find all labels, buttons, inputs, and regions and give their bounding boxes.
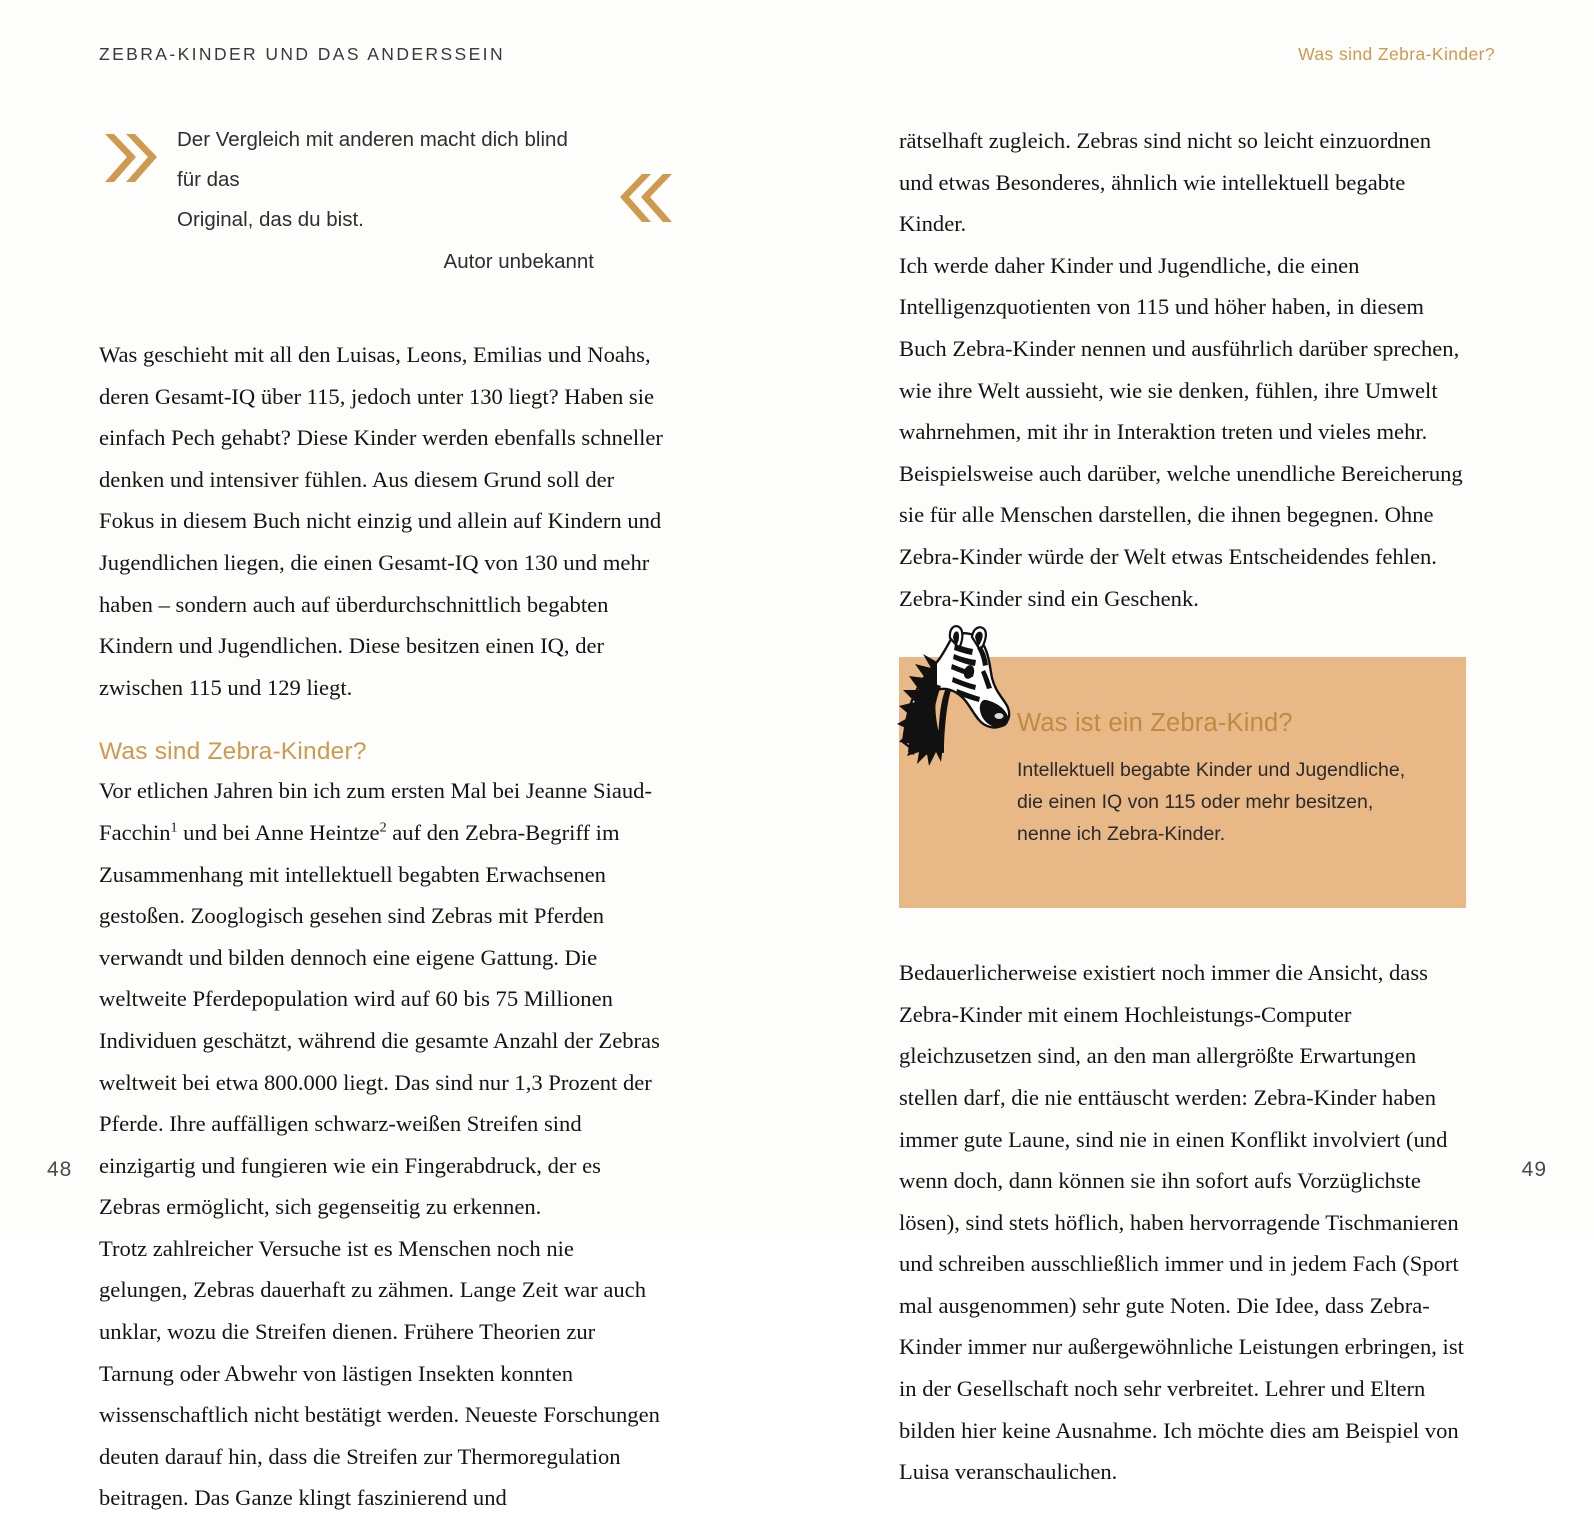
left-paragraph-2: [99, 770, 666, 1228]
callout-box: [899, 657, 1466, 908]
page-number-right: 49: [1521, 1158, 1547, 1181]
running-head-right: Was sind Zebra-Kinder?: [1298, 44, 1495, 64]
right-paragraph-2: Ich werde daher Kinder und Jugendliche, die einen Intelligenzquotienten von 115 und höher haben, in diesem Buch Zebra-Kinder nennen und ausführlich darüber sprechen, wie ihre Welt aussieht, wie sie denken, fühlen, ihre Umwelt wahrnehmen, mit ihr in Interaktion treten und vieles mehr. Beispielsweise auch darüber, welche unendliche Bereicherung sie für alle Menschen darstellen, die ihnen begegnen. Ohne Zebra-Kinder würde der Welt etwas Entscheidendes fehlen. Zebra-Kinder sind ein Geschenk.: [899, 252, 1463, 611]
left-page-column: [99, 120, 666, 1519]
pullquote-line-1: Der Vergleich mit anderen macht dich blind für das: [177, 128, 568, 191]
footnote-marker-1: 1: [170, 820, 178, 836]
callout-body: Intellektuell begabte Kinder und Jugendliche, die einen IQ von 115 oder mehr besitzen, nenne ich Zebra-Kinder.: [1017, 759, 1406, 846]
callout-title: Was ist ein Zebra-Kind?: [1017, 709, 1293, 738]
right-paragraph-3: Bedauerlicherweise existiert noch immer die Ansicht, dass Zebra-Kinder mit einem Hochleistungs-Computer gleichzusetzen sind, an den man allergrößte Erwartungen stellen darf, die nie enttäuscht werden: Zebra-Kinder haben immer gute Laune, sind nie in einen Konflikt involviert (und wenn doch, dann können sie ihn sofort aufs Vorzüglichste lösen), sind stets höflich, haben hervorragende Tischmanieren und schreiben ausschließlich immer und in jedem Fach (Sport mal ausgenommen) sehr gute Noten. Die Idee, dass Zebra-Kinder immer nur außergewöhnliche Leistungen erbringen, ist in der Gesellschaft noch sehr verbreitet. Lehrer und Eltern bilden hier keine Ausnahme. Ich möchte dies am Beispiel von Luisa veranschaulichen.: [899, 960, 1464, 1485]
double-chevron-left-icon: [614, 168, 676, 230]
double-chevron-right-icon: [101, 128, 163, 190]
right-page-column: [899, 120, 1466, 1493]
running-head-left: ZEBRA-KINDER UND DAS ANDERSSEIN: [99, 44, 505, 64]
callout-block: [899, 657, 1466, 908]
left-paragraph-1: Was geschieht mit all den Luisas, Leons, Emilias und Noahs, deren Gesamt-IQ über 115, jedoch unter 130 liegt? Haben sie einfach Pech gehabt? Diese Kinder werden ebenfalls schneller denken und intensiver fühlen. Aus diesem Grund soll der Fokus in diesem Buch nicht einzig und allein auf Kindern und Jugendlichen liegen, die einen Gesamt-IQ von 130 und mehr haben – sondern auch auf überdurchschnittlich begabten Kindern und Jugendlichen. Diese besitzen einen IQ, der zwischen 115 und 129 liegt.: [99, 342, 663, 700]
right-paragraph-1: rätselhaft zugleich. Zebras sind nicht so leicht einzuordnen und etwas Besonderes, ähnlich wie intellektuell begabte Kinder.: [899, 128, 1432, 237]
section-heading: Was sind Zebra-Kinder?: [99, 738, 367, 766]
pullquote-block: [99, 120, 666, 282]
left-paragraph-2-part-c: auf den Zebra-Begriff im Zusammenhang mit intellektuell begabten Erwachsenen gestoßen. Zooglogisch gesehen sind Zebras mit Pferden verwandt und bilden dennoch eine eigene Gattung. Die weltweite Pferdepopulation wird auf 60 bis 75 Millionen Individuen geschätzt, während die gesamte Anzahl der Zebras weltweit bei etwa 800.000 liegt. Das sind nur 1,3 Prozent der Pferde. Ihre auffälligen schwarz-weißen Streifen sind einzigartig und fungieren wie ein Fingerabdruck, der es Zebras ermöglicht, sich gegenseitig zu erkennen.: [99, 819, 660, 1220]
left-paragraph-2-part-b: und bei Anne Heintze: [177, 819, 380, 845]
left-paragraph-3: Trotz zahlreicher Versuche ist es Menschen noch nie gelungen, Zebras dauerhaft zu zähmen. Lange Zeit war auch unklar, wozu die Streifen dienen. Frühere Theorien zur Tarnung oder Abwehr von lästigen Insekten konnten wissenschaftlich nicht bestätigt werden. Neueste Forschungen deuten darauf hin, dass die Streifen zur Thermoregulation beitragen. Das Ganze klingt faszinierend und: [99, 1235, 660, 1511]
pullquote-attribution: Autor unbekannt: [443, 250, 594, 273]
page-number-left: 48: [47, 1158, 73, 1181]
pullquote-line-2: Original, das du bist.: [177, 208, 364, 231]
left-paragraph-2-part-a: Vor etlichen Jahren bin ich zum ersten Mal bei Jeanne Siaud-Facchin: [99, 778, 652, 845]
footnote-marker-2: 2: [379, 820, 387, 836]
